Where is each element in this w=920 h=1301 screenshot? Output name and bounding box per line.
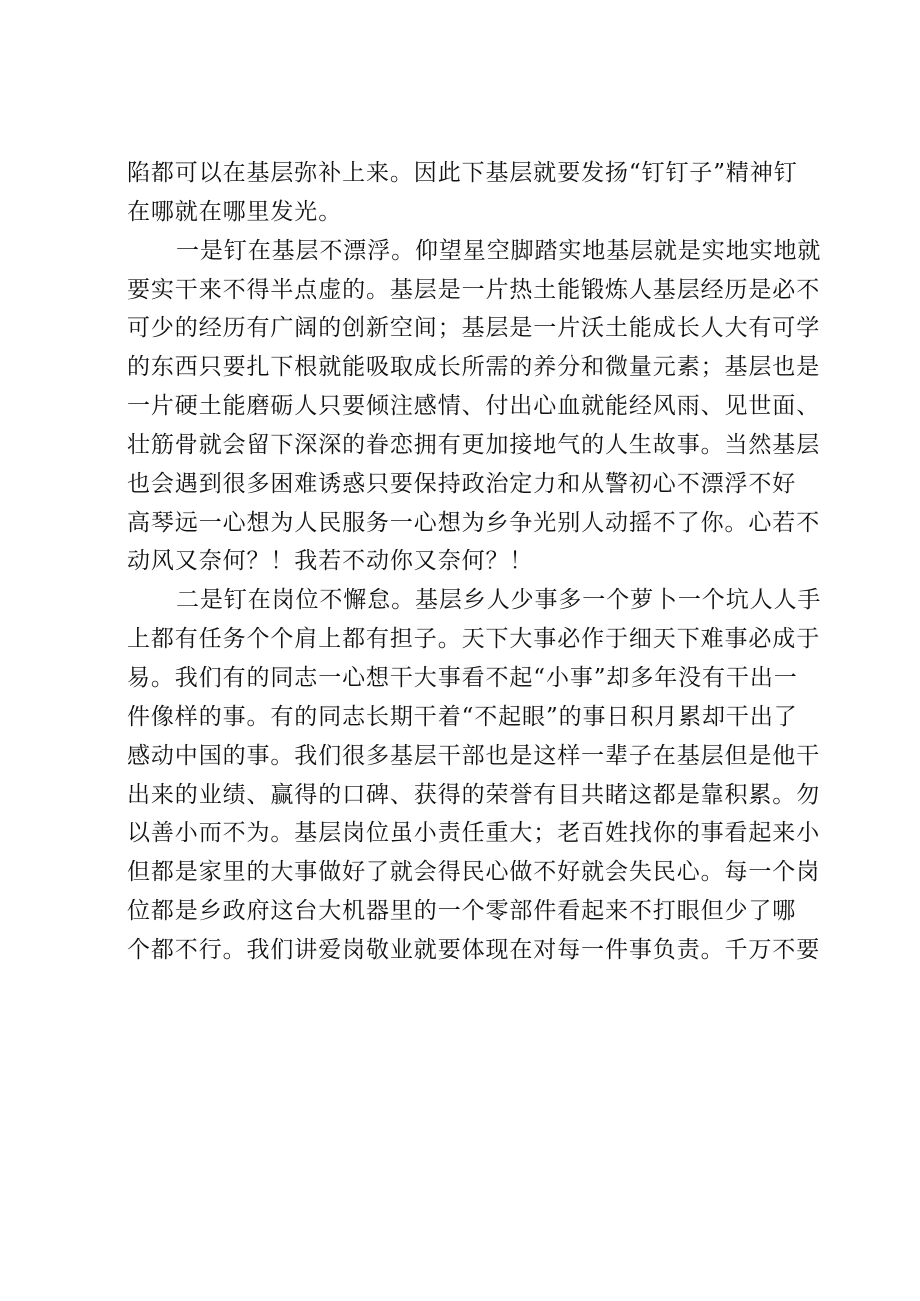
body-text: [127, 154, 822, 970]
text-line: 上都有任务个个肩上都有担子。天下大事必作于细天下难事必成于: [127, 626, 821, 653]
text-line: 易。我们有的同志一心想干大事看不起“小事”却多年没有干出一: [127, 664, 798, 691]
text-line: 陷都可以在基层弥补上来。因此下基层就要发扬“钉钉子”精神钉: [127, 160, 798, 186]
text-line: 在哪就在哪里发光。: [127, 198, 343, 225]
text-line: 个都不行。我们讲爱岗敬业就要体现在对每一件事负责。千万不要: [127, 936, 821, 963]
text-line: 也会遇到很多困难诱惑只要保持政治定力和从警初心不漂浮不好: [127, 470, 797, 497]
text-line: 动风又奈何？！我若不动你又奈何？！: [127, 548, 534, 575]
text-line: 壮筋骨就会留下深深的眷恋拥有更加接地气的人生故事。当然基层: [127, 431, 821, 458]
text-line: 但都是家里的大事做好了就会得民心做不好就会失民心。每一个岗: [127, 859, 821, 886]
text-line: 一片硬土能磨砺人只要倾注感情、付出心血就能经风雨、见世面、: [127, 393, 821, 420]
text-line: 以善小而不为。基层岗位虽小责任重大；老百姓找你的事看起来小: [127, 820, 821, 847]
text-line: 可少的经历有广阔的创新空间；基层是一片沃土能成长人大有可学: [127, 315, 821, 342]
text-line: 高琴远一心想为人民服务一心想为乡争光别人动摇不了你。心若不: [127, 509, 821, 536]
text-line: 件像样的事。有的同志长期干着“不起眼”的事日积月累却干出了: [127, 703, 798, 730]
paragraph-rooted-at-post: [127, 581, 822, 969]
text-line: 要实干来不得半点虚的。基层是一片热土能锻炼人基层经历是必不: [127, 276, 821, 303]
text-line: 的东西只要扎下根就能吸取成长所需的养分和微量元素；基层也是: [127, 354, 821, 381]
paragraph-rooted-at-grassroots: [127, 232, 822, 582]
text-line: 感动中国的事。我们很多基层干部也是这样一辈子在基层但是他干: [127, 742, 821, 769]
text-line: 位都是乡政府这台大机器里的一个零部件看起来不打眼但少了哪: [127, 898, 797, 925]
text-line: 一是钉在基层不漂浮。仰望星空脚踏实地基层就是实地实地就: [176, 237, 822, 264]
text-line: 出来的业绩、赢得的口碑、获得的荣誉有目共睹这都是靠积累。勿: [127, 781, 821, 808]
paragraph-continuation: [127, 154, 797, 232]
text-line: 二是钉在岗位不懈怠。基层乡人少事多一个萝卜一个坑人人手: [176, 587, 822, 614]
